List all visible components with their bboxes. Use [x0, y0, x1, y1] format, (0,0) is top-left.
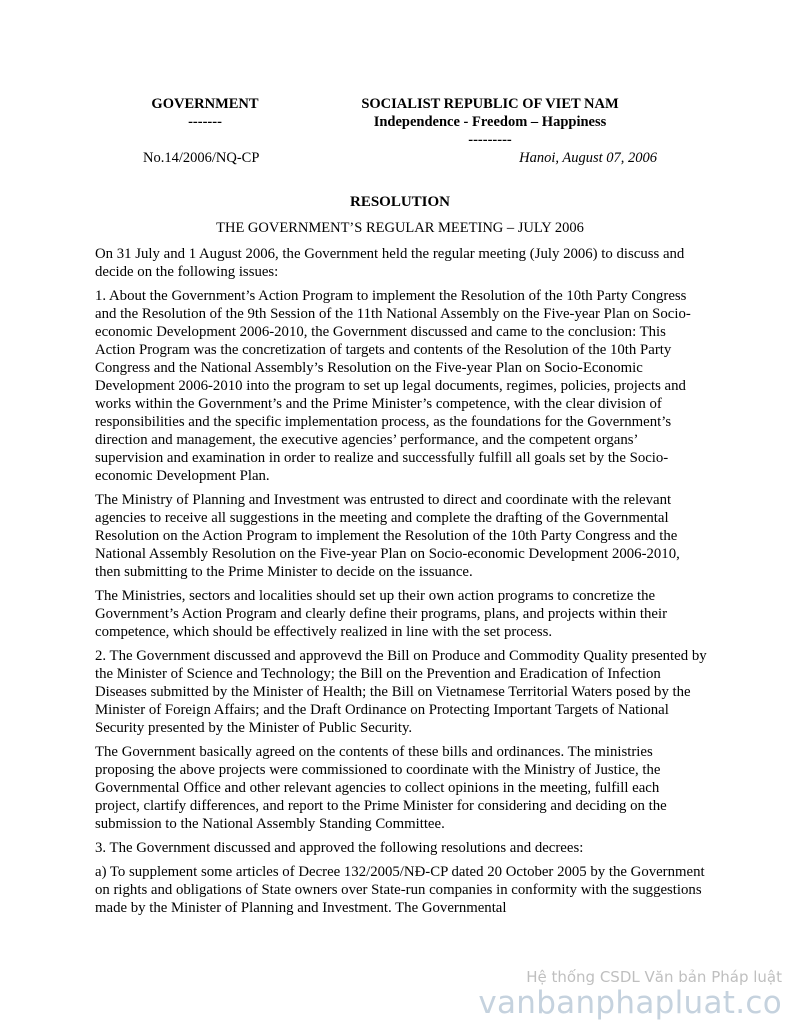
paragraph-item-2-agreement: The Government basically agreed on the contents of these bills and ordinances. The ministries proposing the above projects were commissioned to coordinate with the Ministry of Justice, the Governmental Office and other relevant agencies to collect opinions in the meeting, fulfill each project, clartify differences, and report to the Prime Minister for considering and deciding on the submission to the National Assembly Standing Committee.	[95, 744, 667, 832]
paragraph-item-1: 1. About the Government’s Action Program to implement the Resolution of the 10th Party Congress and the Resolution of the 9th Session of the 11th National Assembly on the Five-year Plan on Socio-economic Development 2006-2010, the Government discussed and came to the conclusion: This Action Program was the concretization of targets and contents of the Resolution of the 10th Party Congress and the National Assembly’s Resolution on the Five-year Plan on Socio-Economic Development 2006-2010 into the program to set up legal documents, regimes, policies, projects and works within the Government’s and the Prime Minister’s competence, with the clear division of responsibilities and the specific implementation process, as the foundations for the Government’s direction and management, the executive agencies’ performance, and the competent organs’ supervision and examination in order to realize and successfully fulfill all goals set by the Socio-economic Development Plan.	[95, 288, 691, 484]
paragraph-item-3a: a) To supplement some articles of Decree 132/2005/NĐ-CP dated 20 October 2005 by the Government on rights and obligations of State owners over State-run companies in conformity with the suggestions made by the Minister of Planning and Investment. The Governmental	[95, 864, 705, 916]
watermark-caption: Hệ thống CSDL Văn bản Pháp luật	[526, 968, 782, 986]
state-name: SOCIALIST REPUBLIC OF VIET NAM	[361, 96, 619, 112]
paragraph-item-2: 2. The Government discussed and approvevd the Bill on Produce and Commodity Quality presented by the Minister of Science and Technology; the Bill on the Prevention and Eradication of Infection Diseases submitted by the Minister of Health; the Bill on Vietnamese Territorial Waters posed by the Minister of Foreign Affairs; and the Draft Ordinance on Protecting Important Targets of National Security presented by the Minister of Public Security.	[95, 648, 707, 736]
paragraph-item-1-ministry: The Ministry of Planning and Investment was entrusted to direct and coordinate with the relevant agencies to receive all suggestions in the meeting and complete the drafting of the Governmental Resolution on the Action Program to implement the Resolution of the 10th Party Congress and the National Assembly Resolution on the Five-year Plan on Socio-economic Development 2006-2010, then submitting to the Prime Minister to decide on the issuance.	[95, 492, 680, 580]
document-subtitle: THE GOVERNMENT’S REGULAR MEETING – JULY 2006	[216, 220, 584, 236]
paragraph-item-1-localities: The Ministries, sectors and localities should set up their own action programs to concretize the Government’s Action Program and clearly define their programs, plans, and projects within their competence, which should be effectively realized in line with the set process.	[95, 588, 667, 640]
place-and-date: Hanoi, August 07, 2006	[519, 150, 657, 166]
document-title: RESOLUTION	[349, 194, 451, 210]
motto-separator: ---------	[468, 132, 512, 148]
issuer-name: GOVERNMENT	[151, 96, 259, 112]
paragraph-intro: On 31 July and 1 August 2006, the Government held the regular meeting (July 2006) to discuss and decide on the following issues:	[95, 246, 685, 280]
document-number: No.14/2006/NQ-CP	[143, 150, 260, 166]
paragraph-item-3: 3. The Government discussed and approved the following resolutions and decrees:	[95, 840, 584, 856]
issuer-separator: -------	[188, 114, 222, 130]
watermark-site: vanbanphapluat.co	[478, 985, 782, 1021]
state-motto: Independence - Freedom – Happiness	[373, 114, 607, 130]
document-body	[95, 245, 707, 923]
